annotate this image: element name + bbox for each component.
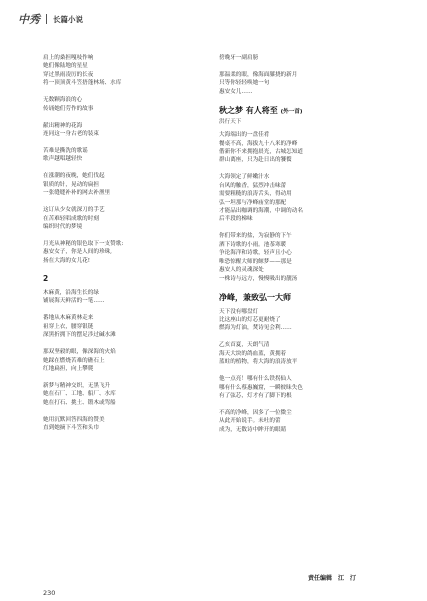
poem-line: 连同这一身古老的装束 [43,131,99,138]
poem-line: 木麻黄，沿海生长的绿 [43,289,99,296]
poem-line: 新梦与精神交织，无黑飞升 [43,382,111,389]
page-number: 230 [43,589,56,597]
poem-line: 才能品出咖调的海潮，中调的动名 [219,208,303,215]
poem-line: 燃海为灯油，焚诗见会利…… [219,325,292,332]
stanza-r5 [219,232,404,282]
poem-line: 傍晚牙一副肩膀 [219,55,259,61]
stanza-r7 [219,341,404,366]
poem-title-second: 有人将至 [245,105,278,115]
stanza-1 [43,54,228,88]
poem-line: 乙亥首夏，天朗气清 [219,342,270,349]
poem-line: 苦难是撕洗的歌谣 [43,148,88,155]
stanza-3 [43,122,228,139]
part-number: 2 [43,273,49,283]
poem-line: 她用沉默回答四海的赞美 [43,416,105,423]
page-header [18,10,83,28]
poem-title-main: 秋之梦 [219,105,243,115]
poem-line: 你们带来的盐，为寂静的下午 [219,233,292,240]
stanza-r8 [219,375,404,400]
header-divider [46,14,47,24]
poem-line: 蓝蛀的植物，将大海的浪涛放平 [219,359,298,366]
poem-line: 那双坚毅的眼，像深海的火焰 [43,349,116,356]
stanza-11 [43,382,228,407]
poem-line: 献出精神的花海 [43,122,83,129]
poem-line: 在涨潮的夜晚，她们伐起 [43,173,105,180]
poem-line: 祖穿上衣，腰穿银链 [43,323,94,330]
stanza-12 [43,416,228,433]
poem-line: 只等你轻轻唤她一句 [219,80,270,87]
poem-line: 那温柔的眼，像海面膝挠的新月 [219,72,298,78]
stanza-7 [43,240,228,265]
poem-line: 在苦难轻唱成歌的时刻 [43,215,99,222]
poem-line: 月光从神秘的银色取下一支赞歌: [43,241,124,248]
stanza-5 [43,172,228,197]
poem-line: 穿过黑雨凌厉的长夜 [43,71,94,78]
left-column [43,54,228,433]
poem-line: 将一顶顶黄斗笠捂蓬林场、水库 [43,80,122,87]
stanza-4 [43,147,228,164]
stanza-6 [43,206,228,231]
poem-line: 后半段的梯味 [219,216,253,223]
poem-line: 她在打石、挑土、锻木或驾船 [43,399,116,406]
poem-line: 深黑折拥下的摆足涉过碱水滩 [43,332,116,339]
stanza-2 [43,96,228,113]
poem-line: 大海领定了鲜嫩汁水 [219,174,270,181]
poem-line: 有了弦芯，灯才有了脚下的根 [219,392,292,399]
poem-line: 惠安人的灵魂深处 [219,267,264,274]
right-column [219,54,404,434]
poem-line: 他一点亮！哪有什么铁拐仙人 [219,376,292,383]
stanza-r2 [219,71,404,96]
poem-line: 编织时代的梦境 [43,224,83,231]
stanza-9 [43,314,228,339]
poem-line: 比这座山的灯芯更耐烧了 [219,316,281,323]
poem-line: 弘一坦那与净峰庙堂的那配 [219,199,287,206]
stanza-r4 [219,173,404,223]
poem-line: 她踩在燃烧苦难的礁石上 [43,357,105,364]
poem-line: 天下没有哪盘灯 [219,308,259,315]
poem-line: 哪有什么蔡惠巍窟，一瞬彼昧失色 [219,384,303,391]
poem-line: 传诵她们劳作的故事 [43,105,94,112]
poem-line: 不高的净峰，因多了一位微尘 [219,409,292,416]
stanza-10 [43,348,228,373]
stanza-r3 [219,131,404,165]
poem-line: 一株诗与远方，慢慢吸出的靓汤 [219,275,298,282]
poem-line: 从此开始说手。未吐的蕾 [219,418,281,425]
poem-line: 这订从少女就深刀的手艺 [43,207,105,214]
poem-line: 惠安女子，你是人间的珍珠, [43,249,112,256]
poem-line: 直到她摘下斗笠和头巾 [43,425,99,432]
poem-line: 扬在大海的女儿花! [43,257,90,264]
poem-line: 红地扁担，向上攀爬 [43,365,94,372]
poem-line: 海天大块的鸽血蓝，黄拥着 [219,350,287,357]
section-label: 长篇小说 [53,14,83,24]
poem-line: 争论海洋和诗歌，轻声且小心 [219,250,292,257]
poem-line: 洒下诗歌的小雨。池茶寒暖 [219,241,287,248]
magazine-logo: 中秀 [18,13,40,26]
poem-line: 餐桌不高，海拔九十八米的净峰 [219,140,298,147]
poem-title-note: (外一首) [280,108,303,115]
poem-line: 铺展海天鲜活的一笔…… [43,298,105,305]
poem-line: 番地从木麻黄林走来 [43,315,94,322]
poem-line: 群山离座，只为赴日出的饕餮 [219,157,292,164]
poem-line: 她在石厂、工地、船厂、水库 [43,391,116,398]
poem-line: 歌声越唱越轻快 [43,156,83,163]
poem-line: 她们像陆地的星星 [43,63,88,70]
poem-line: 银质的针，晃动的扁担 [43,181,99,188]
stanza-8 [43,289,228,306]
stanza-r9 [219,409,404,434]
editor-credit: 责任编辑 江 汀 [308,575,357,582]
poem-line: 无数颗海浪的心 [43,97,83,104]
poem-line: 台风的触香，猛烈冲击味蕾 [219,182,287,189]
poem-line: 成为，无数诗中眸开的眼睛 [219,426,287,433]
poem-line: 需要粗糙的浪涛舌头，得动用 [219,191,292,198]
poem-line: 偕新你不来拥抱晨光，古城怎知道 [219,149,303,156]
poem-line: 唯恐惊醒大师的鲸梦——那是 [219,258,292,265]
poem-author: 洪行天下 [219,118,242,125]
poem-title [219,105,404,118]
stanza-r6 [219,308,404,333]
poem-line: 一张缝缝补补的网去补渔里 [43,190,111,197]
poem-title: 净峰，兼致弘一大师 [219,292,291,302]
poem-line: 惠安女儿…… [219,88,253,95]
stanza-r1 [219,54,404,62]
poem-line: 大海端出的一盘佳肴 [219,132,270,139]
poem-line: 肩上的桑担嘎吱作响 [43,55,94,61]
